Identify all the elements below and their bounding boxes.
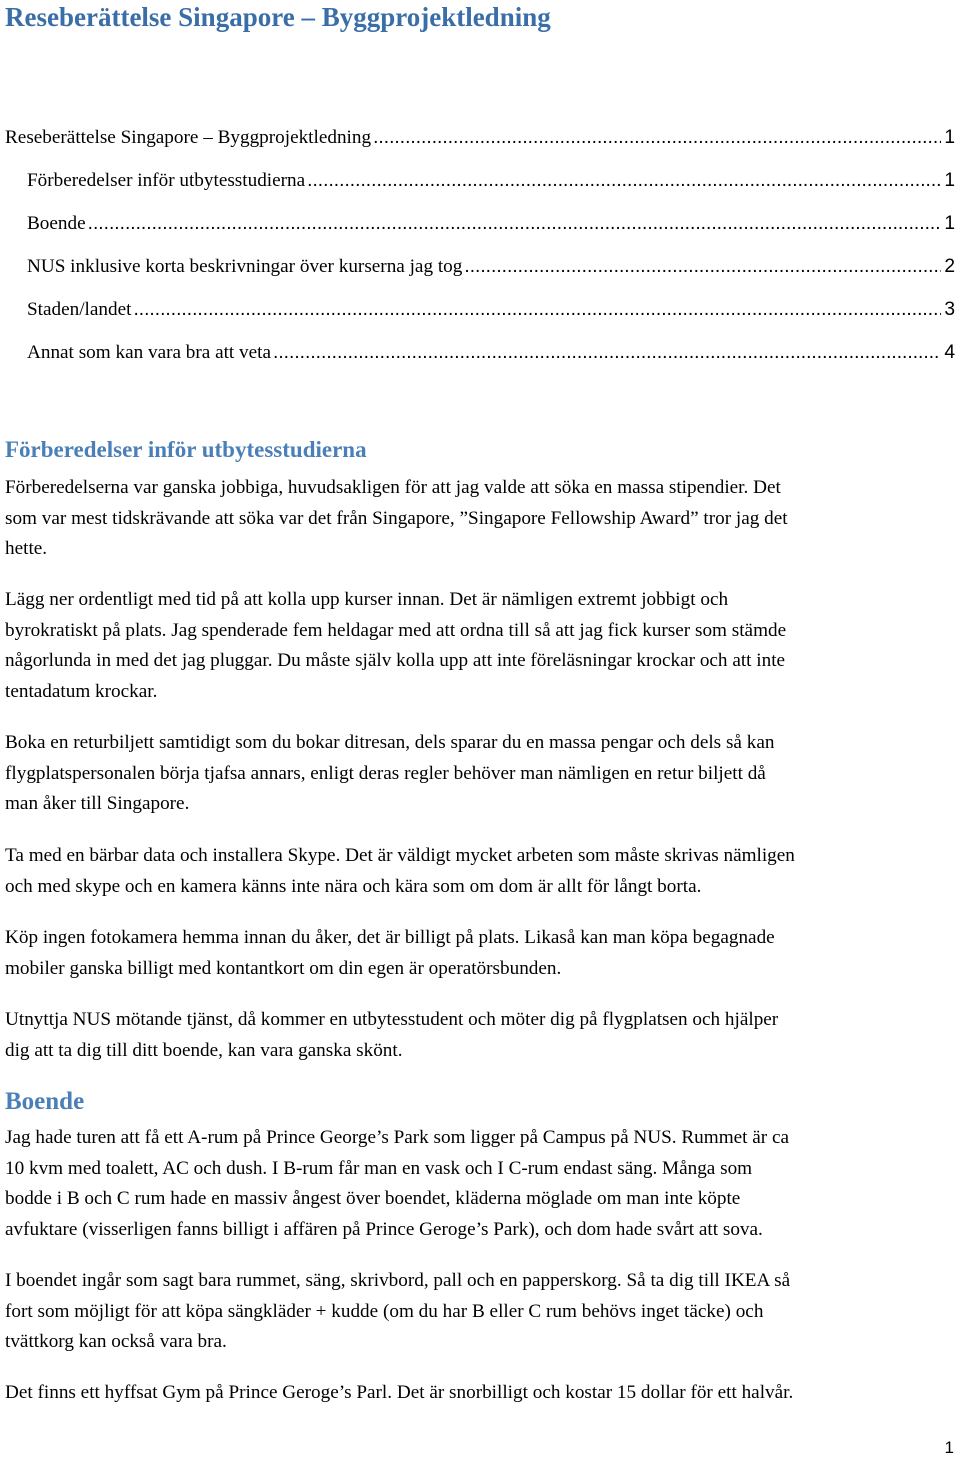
toc-entry-label: Staden/landet: [27, 299, 132, 320]
page-number: 1: [944, 1438, 954, 1457]
section-heading-forberedelser: Förberedelser inför utbytesstudierna: [5, 437, 367, 462]
toc-entry-page: 1: [944, 170, 955, 191]
paragraph: Ta med en bärbar data och installera Skype. Det är väldigt mycket arbeten som måste skrivas nämligen och med skype och en kamera känns inte nära och kära som om dom är allt för långt borta.: [5, 845, 795, 897]
toc-entry-label: Förberedelser inför utbytesstudierna: [27, 170, 306, 191]
paragraph: Utnyttja NUS mötande tjänst, då kommer en utbytesstudent och möter dig på flygplatsen och hjälper dig att ta dig till ditt boende, kan vara ganska skönt.: [5, 1009, 779, 1061]
toc-leader-dots: [273, 342, 941, 364]
toc-entry-page: 1: [944, 127, 955, 148]
toc-entry[interactable]: [5, 213, 955, 256]
document-title: Reseberättelse Singapore – Byggprojektledning: [5, 2, 551, 32]
toc-leader-dots: [464, 256, 941, 278]
toc-entry[interactable]: [5, 342, 955, 385]
toc-entry-label: Boende: [27, 213, 86, 234]
toc-entry-label: NUS inklusive korta beskrivningar över kurserna jag tog: [27, 256, 463, 277]
toc-entry[interactable]: [5, 299, 955, 342]
paragraph: Lägg ner ordentligt med tid på att kolla upp kurser innan. Det är nämligen extremt jobbigt och byrokratiskt på plats. Jag spenderade fem heldagar med att ordna till så att jag fick kurser som stämde någorlunda in med det jag pluggar. Du måste själv kolla upp att inte föreläsningar krockar och att inte tentadatum krockar.: [5, 589, 787, 702]
toc-entry[interactable]: [5, 127, 955, 170]
paragraph: Köp ingen fotokamera hemma innan du åker, det är billigt på plats. Likaså kan man köpa begagnade mobiler ganska billigt med kontantkort om din egen är operatörsbunden.: [5, 927, 775, 979]
table-of-contents: [5, 127, 955, 385]
paragraph: Det finns ett hyffsat Gym på Prince Geroge’s Parl. Det är snorbilligt och kostar 15 dollar för ett halvår.: [5, 1382, 794, 1403]
toc-leader-dots: [307, 170, 941, 192]
toc-entry-label: Annat som kan vara bra att veta: [27, 342, 272, 363]
paragraph: I boendet ingår som sagt bara rummet, säng, skrivbord, pall och en papperskorg. Så ta dig till IKEA så fort som möjligt för att köpa sängkläder + kudde (om du har B eller C rum behövs inget täcke) och tvättkorg kan också vara bra.: [5, 1270, 791, 1353]
toc-entry-page: 1: [944, 213, 955, 234]
toc-leader-dots: [133, 299, 941, 321]
toc-entry[interactable]: [5, 170, 955, 213]
paragraph: Boka en returbiljett samtidigt som du bokar ditresan, dels sparar du en massa pengar och dels så kan flygplatspersonalen börja tjafsa annars, enligt deras regler behöver man nämligen en retur biljett då man åker till Singapore.: [5, 732, 775, 815]
toc-entry-page: 3: [944, 299, 955, 320]
toc-entry-label: Reseberättelse Singapore – Byggprojektledning: [5, 127, 372, 148]
toc-entry-page: 4: [944, 342, 955, 363]
toc-entry-page: 2: [944, 256, 955, 277]
section-heading-boende: Boende: [5, 1088, 85, 1115]
toc-leader-dots: [373, 127, 941, 149]
paragraph: Jag hade turen att få ett A-rum på Prince George’s Park som ligger på Campus på NUS. Rummet är ca 10 kvm med toalett, AC och dush. I B-rum får man en vask och I C-rum endast säng. Många som bodde i B och C rum hade en massiv ångest över boendet, kläderna möglade om man inte köpte avfuktare (visserligen fanns billigt i affären på Prince Geroge’s Park), och dom hade svårt att sova.: [5, 1127, 789, 1240]
toc-entry[interactable]: [5, 256, 955, 299]
toc-leader-dots: [88, 213, 942, 235]
paragraph: Förberedelserna var ganska jobbiga, huvudsakligen för att jag valde att söka en massa stipendier. Det som var mest tidskrävande att söka var det från Singapore, ”Singapore Fellowship Award” tror jag det hette.: [5, 477, 788, 560]
